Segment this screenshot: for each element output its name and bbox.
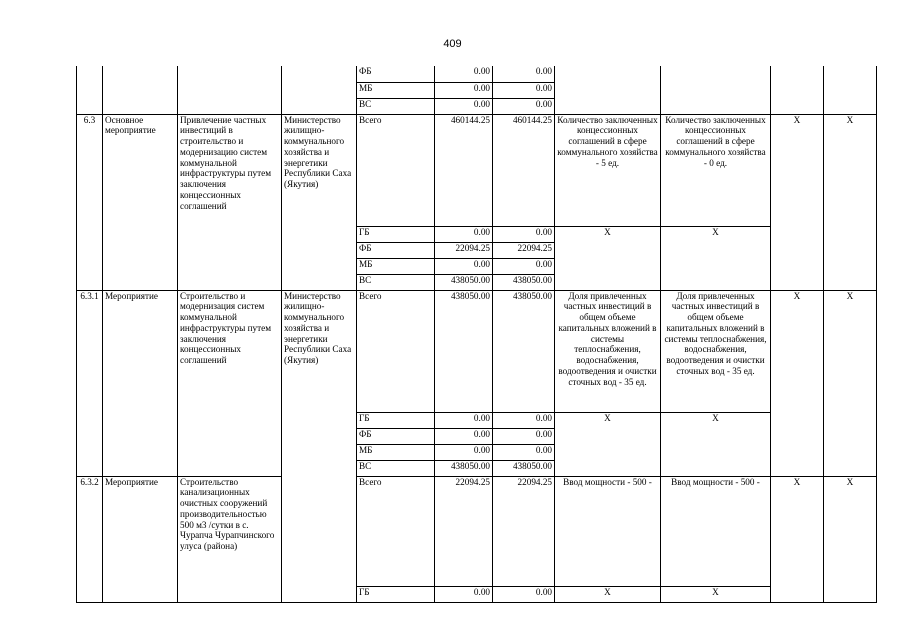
x-mark: X xyxy=(555,412,661,476)
source-cell: ГБ xyxy=(357,226,435,242)
x-mark: X xyxy=(824,114,877,290)
x-mark: X xyxy=(824,476,877,602)
x-mark: X xyxy=(824,290,877,476)
amount-cell: 0.00 xyxy=(493,98,555,114)
item-type: Мероприятие xyxy=(103,290,178,476)
amount-cell: 0.00 xyxy=(435,428,493,444)
source-cell: ВС xyxy=(357,274,435,290)
amount-cell: 460144.25 xyxy=(435,114,493,226)
amount-cell: 0.00 xyxy=(435,412,493,428)
item-name: Привлечение частных инвестиций в строительство и модернизацию систем коммунальной инфраструктуры путем заключения концессионных соглашений xyxy=(178,114,282,290)
amount-cell: 460144.25 xyxy=(493,114,555,226)
indicator-actual: Количество заключенных концессионных соглашений в сфере коммунального хозяйства - 0 ед. xyxy=(661,114,771,226)
source-cell: ГБ xyxy=(357,412,435,428)
amount-cell: 438050.00 xyxy=(493,274,555,290)
amount-cell: 22094.25 xyxy=(435,242,493,258)
amount-cell: 22094.25 xyxy=(493,476,555,586)
item-number: 6.3 xyxy=(77,114,103,290)
x-mark: X xyxy=(661,586,771,602)
table-row xyxy=(77,114,877,226)
amount-cell: 0.00 xyxy=(435,444,493,460)
indicator-actual: Доля привлеченных частных инвестиций в общем объеме капитальных вложений в системы теплоснабжения, водоснабжения, водоотведения и очистки сточных вод - 35 ед. xyxy=(661,290,771,412)
amount-cell: 0.00 xyxy=(435,98,493,114)
executor: Министерство жилищно-коммунального хозяйства и энергетики Республики Саха (Якутия) xyxy=(282,114,357,290)
table-row xyxy=(77,66,877,82)
item-type: Мероприятие xyxy=(103,476,178,602)
item-name: Строительство и модернизация систем коммунальной инфраструктуры путем заключения концессионных соглашений xyxy=(178,290,282,476)
amount-cell: 0.00 xyxy=(493,586,555,602)
x-mark: X xyxy=(555,226,661,290)
amount-cell: 438050.00 xyxy=(435,460,493,476)
amount-cell: 0.00 xyxy=(493,444,555,460)
executor: Министерство жилищно-коммунального хозяйства и энергетики Республики Саха (Якутия) xyxy=(282,290,357,602)
page-number: 409 xyxy=(443,38,462,50)
amount-cell: 0.00 xyxy=(435,82,493,98)
item-name: Строительство канализационных очистных сооружений производительностью 500 м3 /сутки в с. Чурапча Чурапчинского улуса (района) xyxy=(178,476,282,602)
item-number: 6.3.1 xyxy=(77,290,103,476)
amount-cell: 0.00 xyxy=(435,226,493,242)
source-cell: ГБ xyxy=(357,586,435,602)
amount-cell: 22094.25 xyxy=(435,476,493,586)
amount-cell: 0.00 xyxy=(435,258,493,274)
x-mark: X xyxy=(771,476,824,602)
source-cell: Всего xyxy=(357,114,435,226)
x-mark: X xyxy=(771,290,824,476)
source-cell: МБ xyxy=(357,444,435,460)
source-cell: МБ xyxy=(357,258,435,274)
indicator-actual: Ввод мощности - 500 - xyxy=(661,476,771,586)
amount-cell: 438050.00 xyxy=(493,290,555,412)
table-row xyxy=(77,476,877,586)
amount-cell: 0.00 xyxy=(435,586,493,602)
source-cell: ФБ xyxy=(357,242,435,258)
source-cell: МБ xyxy=(357,82,435,98)
item-number: 6.3.2 xyxy=(77,476,103,602)
amount-cell: 0.00 xyxy=(493,82,555,98)
amount-cell: 438050.00 xyxy=(435,290,493,412)
amount-cell: 0.00 xyxy=(493,66,555,82)
source-cell: ВС xyxy=(357,460,435,476)
table-row xyxy=(77,290,877,412)
source-cell: Всего xyxy=(357,476,435,586)
program-table xyxy=(76,66,877,603)
amount-cell: 438050.00 xyxy=(435,274,493,290)
indicator-planned: Ввод мощности - 500 - xyxy=(555,476,661,586)
item-type: Основное мероприятие xyxy=(103,114,178,290)
source-cell: ФБ xyxy=(357,66,435,82)
amount-cell: 0.00 xyxy=(493,226,555,242)
source-cell: ФБ xyxy=(357,428,435,444)
x-mark: X xyxy=(555,586,661,602)
x-mark: X xyxy=(771,114,824,290)
amount-cell: 0.00 xyxy=(435,66,493,82)
amount-cell: 0.00 xyxy=(493,428,555,444)
x-mark: X xyxy=(661,412,771,476)
x-mark: X xyxy=(661,226,771,290)
source-cell: ВС xyxy=(357,98,435,114)
amount-cell: 22094.25 xyxy=(493,242,555,258)
indicator-planned: Количество заключенных концессионных соглашений в сфере коммунального хозяйства - 5 ед. xyxy=(555,114,661,226)
amount-cell: 0.00 xyxy=(493,258,555,274)
source-cell: Всего xyxy=(357,290,435,412)
amount-cell: 0.00 xyxy=(493,412,555,428)
amount-cell: 438050.00 xyxy=(493,460,555,476)
indicator-planned: Доля привлеченных частных инвестиций в общем объеме капитальных вложений в системы теплоснабжения, водоснабжения, водоотведения и очистки сточных вод - 35 ед. xyxy=(555,290,661,412)
